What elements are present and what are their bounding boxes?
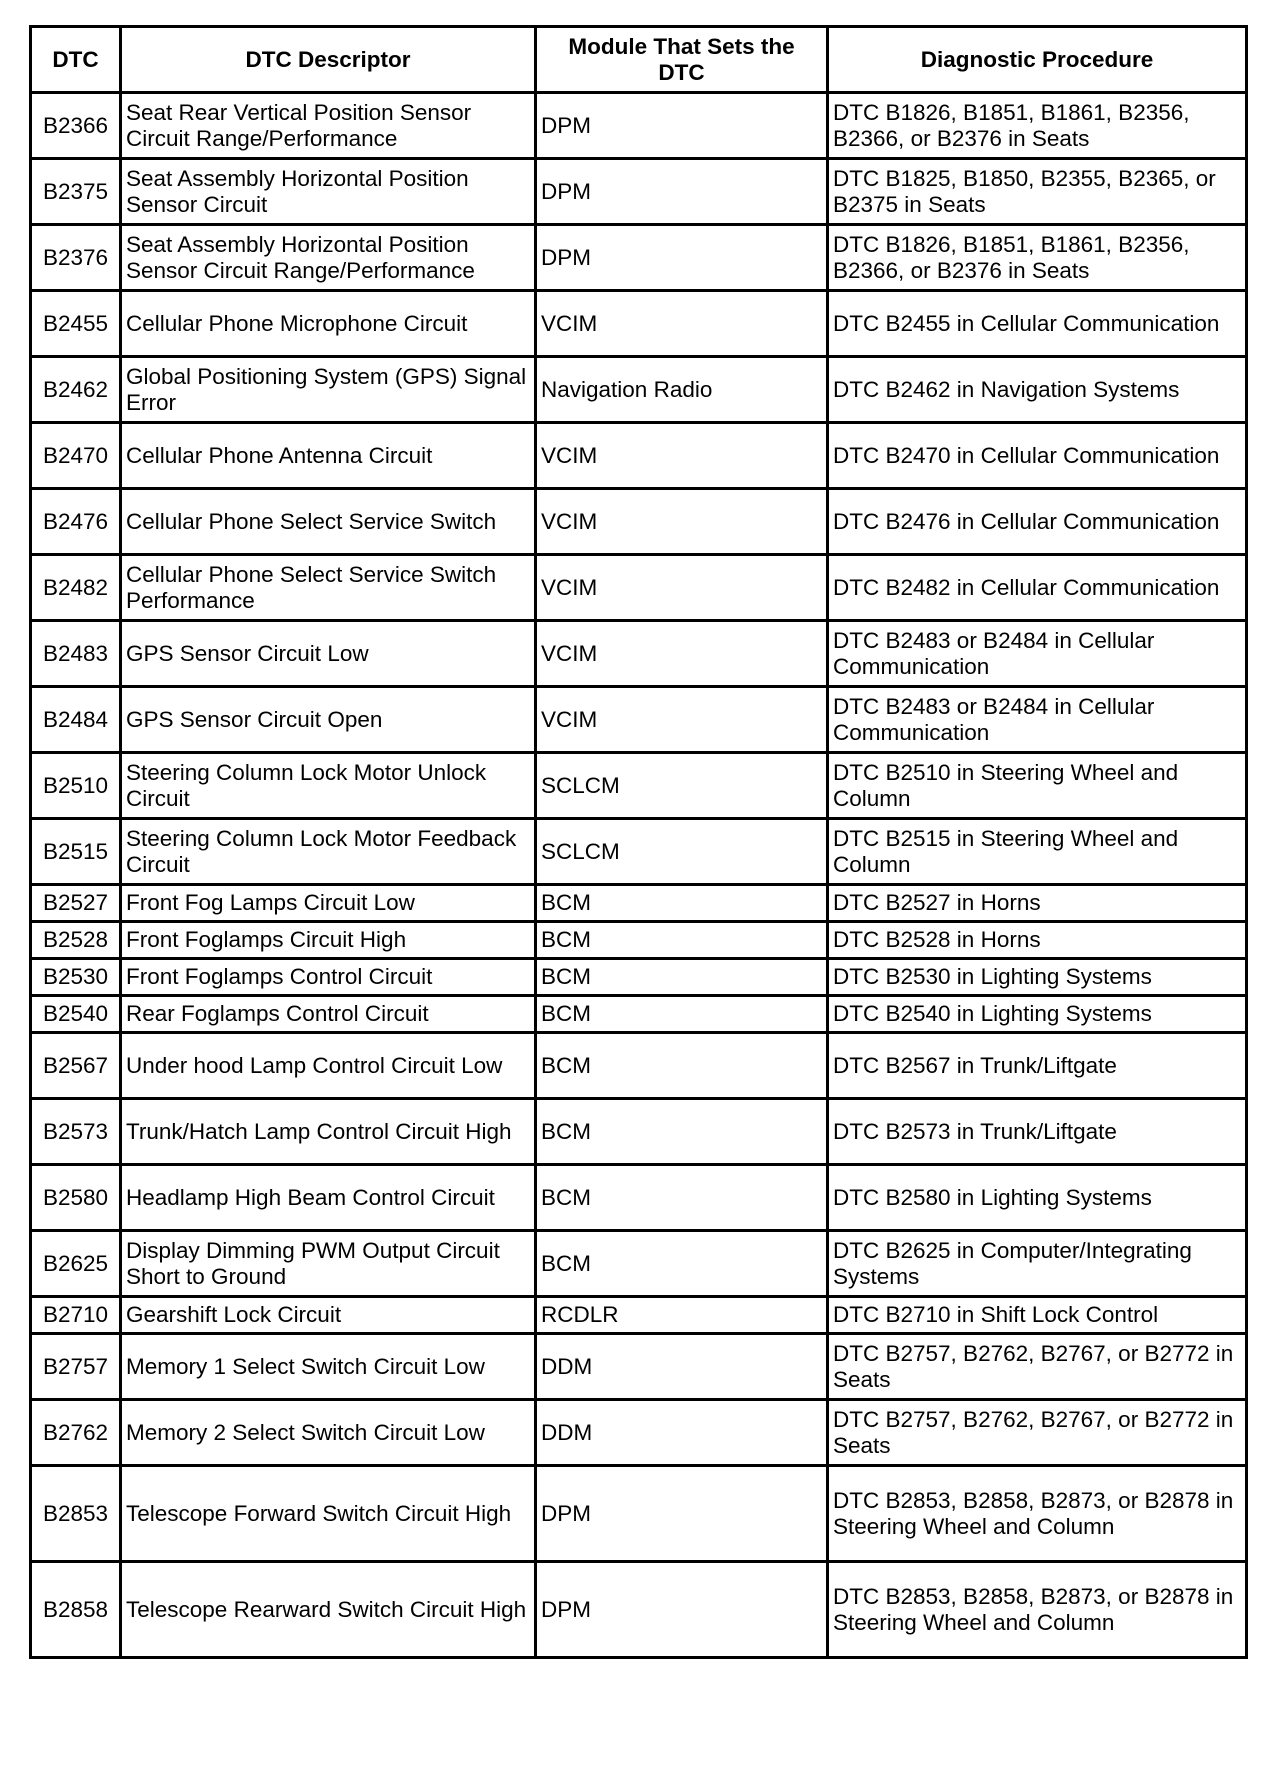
dtc-code-cell: B2573: [31, 1099, 121, 1165]
dtc-code-cell: B2375: [31, 159, 121, 225]
dtc-code-cell: B2853: [31, 1466, 121, 1562]
table-row: [31, 1165, 1247, 1231]
descriptor-cell: GPS Sensor Circuit Open: [121, 687, 536, 753]
table-row: [31, 423, 1247, 489]
procedure-cell: DTC B2540 in Lighting Systems: [828, 996, 1247, 1033]
dtc-code-cell: B2470: [31, 423, 121, 489]
procedure-cell: DTC B2567 in Trunk/Liftgate: [828, 1033, 1247, 1099]
module-cell: DPM: [536, 225, 828, 291]
procedure-cell: DTC B2527 in Horns: [828, 885, 1247, 922]
module-cell: DPM: [536, 159, 828, 225]
table-row: [31, 621, 1247, 687]
dtc-code-cell: B2462: [31, 357, 121, 423]
table-row: [31, 753, 1247, 819]
dtc-code-cell: B2528: [31, 922, 121, 959]
procedure-cell: DTC B1826, B1851, B1861, B2356, B2366, or B2376 in Seats: [828, 225, 1247, 291]
procedure-cell: DTC B2853, B2858, B2873, or B2878 in Steering Wheel and Column: [828, 1466, 1247, 1562]
dtc-table: [29, 25, 1248, 1659]
dtc-code-cell: B2515: [31, 819, 121, 885]
procedure-cell: DTC B2470 in Cellular Communication: [828, 423, 1247, 489]
module-cell: BCM: [536, 1231, 828, 1297]
descriptor-cell: Telescope Forward Switch Circuit High: [121, 1466, 536, 1562]
dtc-code-cell: B2567: [31, 1033, 121, 1099]
dtc-code-cell: B2710: [31, 1297, 121, 1334]
descriptor-cell: Telescope Rearward Switch Circuit High: [121, 1562, 536, 1658]
dtc-code-cell: B2483: [31, 621, 121, 687]
procedure-cell: DTC B2573 in Trunk/Liftgate: [828, 1099, 1247, 1165]
procedure-cell: DTC B2580 in Lighting Systems: [828, 1165, 1247, 1231]
descriptor-cell: Under hood Lamp Control Circuit Low: [121, 1033, 536, 1099]
procedure-cell: DTC B2757, B2762, B2767, or B2772 in Seats: [828, 1334, 1247, 1400]
procedure-cell: DTC B1825, B1850, B2355, B2365, or B2375 in Seats: [828, 159, 1247, 225]
module-cell: DPM: [536, 93, 828, 159]
table-row: [31, 357, 1247, 423]
dtc-code-cell: B2580: [31, 1165, 121, 1231]
descriptor-cell: Gearshift Lock Circuit: [121, 1297, 536, 1334]
descriptor-cell: Seat Assembly Horizontal Position Sensor Circuit: [121, 159, 536, 225]
dtc-code-cell: B2527: [31, 885, 121, 922]
descriptor-cell: Seat Rear Vertical Position Sensor Circuit Range/Performance: [121, 93, 536, 159]
dtc-code-cell: B2762: [31, 1400, 121, 1466]
module-cell: VCIM: [536, 489, 828, 555]
module-cell: VCIM: [536, 291, 828, 357]
procedure-cell: DTC B2515 in Steering Wheel and Column: [828, 819, 1247, 885]
module-cell: RCDLR: [536, 1297, 828, 1334]
table-row: [31, 1562, 1247, 1658]
descriptor-cell: Front Foglamps Control Circuit: [121, 959, 536, 996]
procedure-cell: DTC B2625 in Computer/Integrating Systems: [828, 1231, 1247, 1297]
descriptor-cell: GPS Sensor Circuit Low: [121, 621, 536, 687]
descriptor-cell: Cellular Phone Select Service Switch Performance: [121, 555, 536, 621]
descriptor-cell: Rear Foglamps Control Circuit: [121, 996, 536, 1033]
descriptor-cell: Steering Column Lock Motor Feedback Circuit: [121, 819, 536, 885]
module-cell: BCM: [536, 959, 828, 996]
table-row: [31, 489, 1247, 555]
table-row: [31, 159, 1247, 225]
dtc-code-cell: B2376: [31, 225, 121, 291]
table-row: [31, 1297, 1247, 1334]
procedure-cell: DTC B2510 in Steering Wheel and Column: [828, 753, 1247, 819]
table-row: [31, 291, 1247, 357]
procedure-cell: DTC B2476 in Cellular Communication: [828, 489, 1247, 555]
table-row: [31, 1400, 1247, 1466]
module-cell: BCM: [536, 996, 828, 1033]
procedure-cell: DTC B1826, B1851, B1861, B2356, B2366, or B2376 in Seats: [828, 93, 1247, 159]
header-dtc: DTC: [31, 27, 121, 93]
table-row: [31, 922, 1247, 959]
table-row: [31, 885, 1247, 922]
table-row: [31, 1033, 1247, 1099]
descriptor-cell: Cellular Phone Microphone Circuit: [121, 291, 536, 357]
module-cell: BCM: [536, 1099, 828, 1165]
table-row: [31, 1099, 1247, 1165]
module-cell: BCM: [536, 885, 828, 922]
table-row: [31, 555, 1247, 621]
descriptor-cell: Front Foglamps Circuit High: [121, 922, 536, 959]
procedure-cell: DTC B2462 in Navigation Systems: [828, 357, 1247, 423]
descriptor-cell: Cellular Phone Select Service Switch: [121, 489, 536, 555]
table-row: [31, 996, 1247, 1033]
descriptor-cell: Front Fog Lamps Circuit Low: [121, 885, 536, 922]
table-row: [31, 959, 1247, 996]
module-cell: DPM: [536, 1466, 828, 1562]
descriptor-cell: Display Dimming PWM Output Circuit Short to Ground: [121, 1231, 536, 1297]
dtc-code-cell: B2484: [31, 687, 121, 753]
descriptor-cell: Memory 1 Select Switch Circuit Low: [121, 1334, 536, 1400]
procedure-cell: DTC B2482 in Cellular Communication: [828, 555, 1247, 621]
module-cell: SCLCM: [536, 819, 828, 885]
module-cell: DDM: [536, 1334, 828, 1400]
procedure-cell: DTC B2757, B2762, B2767, or B2772 in Seats: [828, 1400, 1247, 1466]
dtc-code-cell: B2757: [31, 1334, 121, 1400]
dtc-code-cell: B2366: [31, 93, 121, 159]
descriptor-cell: Steering Column Lock Motor Unlock Circuit: [121, 753, 536, 819]
procedure-cell: DTC B2483 or B2484 in Cellular Communication: [828, 621, 1247, 687]
dtc-code-cell: B2540: [31, 996, 121, 1033]
module-cell: VCIM: [536, 687, 828, 753]
procedure-cell: DTC B2483 or B2484 in Cellular Communication: [828, 687, 1247, 753]
dtc-code-cell: B2625: [31, 1231, 121, 1297]
module-cell: BCM: [536, 1033, 828, 1099]
module-cell: Navigation Radio: [536, 357, 828, 423]
table-row: [31, 93, 1247, 159]
table-row: [31, 225, 1247, 291]
dtc-code-cell: B2482: [31, 555, 121, 621]
module-cell: SCLCM: [536, 753, 828, 819]
descriptor-cell: Seat Assembly Horizontal Position Sensor Circuit Range/Performance: [121, 225, 536, 291]
descriptor-cell: Headlamp High Beam Control Circuit: [121, 1165, 536, 1231]
descriptor-cell: Trunk/Hatch Lamp Control Circuit High: [121, 1099, 536, 1165]
procedure-cell: DTC B2853, B2858, B2873, or B2878 in Steering Wheel and Column: [828, 1562, 1247, 1658]
module-cell: BCM: [536, 1165, 828, 1231]
descriptor-cell: Cellular Phone Antenna Circuit: [121, 423, 536, 489]
table-row: [31, 1334, 1247, 1400]
descriptor-cell: Global Positioning System (GPS) Signal Error: [121, 357, 536, 423]
dtc-code-cell: B2476: [31, 489, 121, 555]
header-descriptor: DTC Descriptor: [121, 27, 536, 93]
module-cell: DPM: [536, 1562, 828, 1658]
procedure-cell: DTC B2530 in Lighting Systems: [828, 959, 1247, 996]
module-cell: DDM: [536, 1400, 828, 1466]
header-procedure: Diagnostic Procedure: [828, 27, 1247, 93]
table-row: [31, 1466, 1247, 1562]
module-cell: VCIM: [536, 621, 828, 687]
dtc-code-cell: B2455: [31, 291, 121, 357]
procedure-cell: DTC B2528 in Horns: [828, 922, 1247, 959]
module-cell: BCM: [536, 922, 828, 959]
table-header-row: [31, 27, 1247, 93]
module-cell: VCIM: [536, 555, 828, 621]
table-row: [31, 1231, 1247, 1297]
dtc-code-cell: B2858: [31, 1562, 121, 1658]
procedure-cell: DTC B2455 in Cellular Communication: [828, 291, 1247, 357]
table-row: [31, 819, 1247, 885]
dtc-code-cell: B2510: [31, 753, 121, 819]
header-module: Module That Sets the DTC: [536, 27, 828, 93]
table-row: [31, 687, 1247, 753]
descriptor-cell: Memory 2 Select Switch Circuit Low: [121, 1400, 536, 1466]
module-cell: VCIM: [536, 423, 828, 489]
procedure-cell: DTC B2710 in Shift Lock Control: [828, 1297, 1247, 1334]
dtc-code-cell: B2530: [31, 959, 121, 996]
